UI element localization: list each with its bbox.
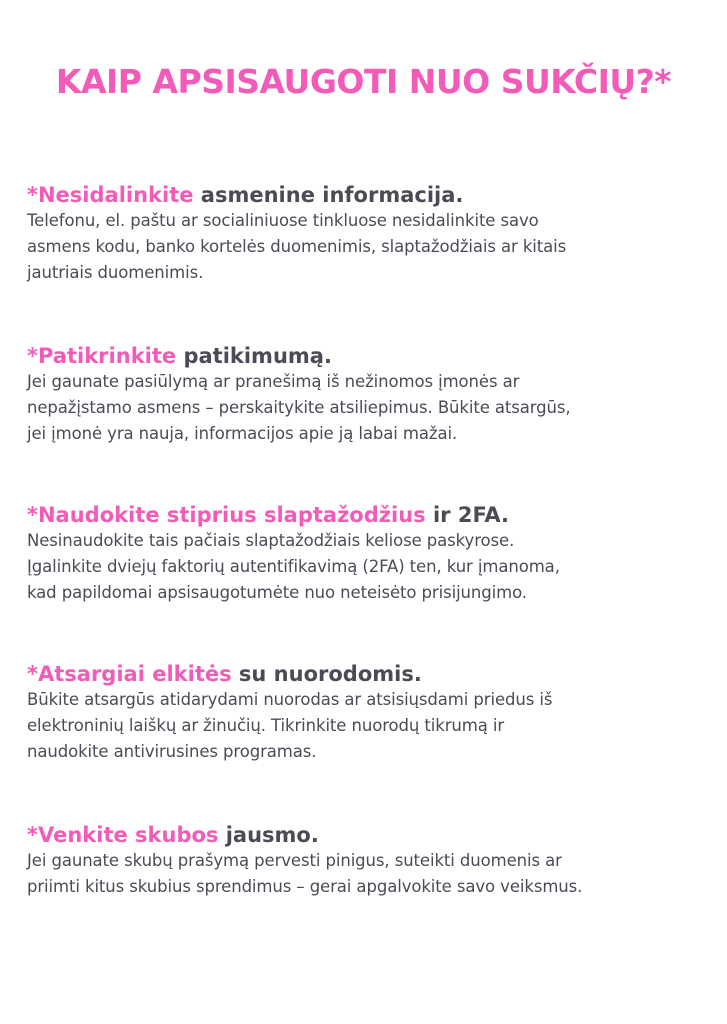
tip-avoid-urgency bbox=[27, 822, 707, 900]
tip-body-line: jei įmonė yra nauja, informacijos apie ją labai mažai. bbox=[27, 424, 458, 443]
tip-heading-accent: *Patikrinkite bbox=[27, 344, 177, 368]
tip-careful-links bbox=[27, 661, 707, 765]
tip-body bbox=[27, 687, 707, 765]
tip-strong-passwords bbox=[27, 502, 707, 606]
tip-body-line: jautriais duomenimis. bbox=[27, 263, 204, 282]
tip-share-info bbox=[27, 182, 707, 286]
tip-verify-reliability bbox=[27, 343, 707, 447]
tip-body-line: priimti kitus skubius sprendimus – gerai apgalvokite savo veiksmus. bbox=[27, 877, 583, 896]
tip-heading bbox=[27, 343, 707, 369]
tip-heading bbox=[27, 502, 707, 528]
tip-heading-accent: *Nesidalinkite bbox=[27, 183, 194, 207]
tip-body bbox=[27, 369, 707, 447]
tip-heading-accent: *Naudokite stiprius slaptažodžius bbox=[27, 503, 426, 527]
tip-body-line: Jei gaunate skubų prašymą pervesti pinigus, suteikti duomenis ar bbox=[27, 851, 562, 870]
tip-body-line: Būkite atsargūs atidarydami nuorodas ar atsisiųsdami priedus iš bbox=[27, 690, 553, 709]
tip-heading bbox=[27, 661, 707, 687]
tip-body bbox=[27, 528, 707, 606]
tip-heading-rest: ir 2FA. bbox=[425, 503, 509, 527]
tip-heading-rest: asmenine informacija. bbox=[193, 183, 464, 207]
tip-heading bbox=[27, 182, 707, 208]
tip-heading-rest: patikimumą. bbox=[176, 344, 332, 368]
tip-body-line: Telefonu, el. paštu ar socialiniuose tinkluose nesidalinkite savo bbox=[27, 211, 539, 230]
tip-heading bbox=[27, 822, 707, 848]
tip-body-line: kad papildomai apsisaugotumėte nuo neteisėto prisijungimo. bbox=[27, 583, 527, 602]
tip-body-line: Įgalinkite dviejų faktorių autentifikavimą (2FA) ten, kur įmanoma, bbox=[27, 557, 560, 576]
tip-body bbox=[27, 848, 707, 900]
tip-body-line: naudokite antivirusines programas. bbox=[27, 742, 317, 761]
tip-heading-accent: *Atsargiai elkitės bbox=[27, 662, 232, 686]
tip-heading-rest: jausmo. bbox=[218, 823, 319, 847]
tip-body-line: Jei gaunate pasiūlymą ar pranešimą iš nežinomos įmonės ar bbox=[27, 372, 520, 391]
tip-body-line: elektroninių laiškų ar žinučių. Tikrinkite nuorodų tikrumą ir bbox=[27, 716, 505, 735]
tip-body-line: nepažįstamo asmens – perskaitykite atsiliepimus. Būkite atsargūs, bbox=[27, 398, 571, 417]
tip-body-line: Nesinaudokite tais pačiais slaptažodžiais keliose paskyrose. bbox=[27, 531, 515, 550]
tip-body bbox=[27, 208, 707, 286]
tip-heading-rest: su nuorodomis. bbox=[231, 662, 422, 686]
tip-heading-accent: *Venkite skubos bbox=[27, 823, 219, 847]
page-title: KAIP APSISAUGOTI NUO SUKČIŲ?* bbox=[55, 62, 672, 101]
tip-body-line: asmens kodu, banko kortelės duomenimis, slaptažodžiais ar kitais bbox=[27, 237, 567, 256]
